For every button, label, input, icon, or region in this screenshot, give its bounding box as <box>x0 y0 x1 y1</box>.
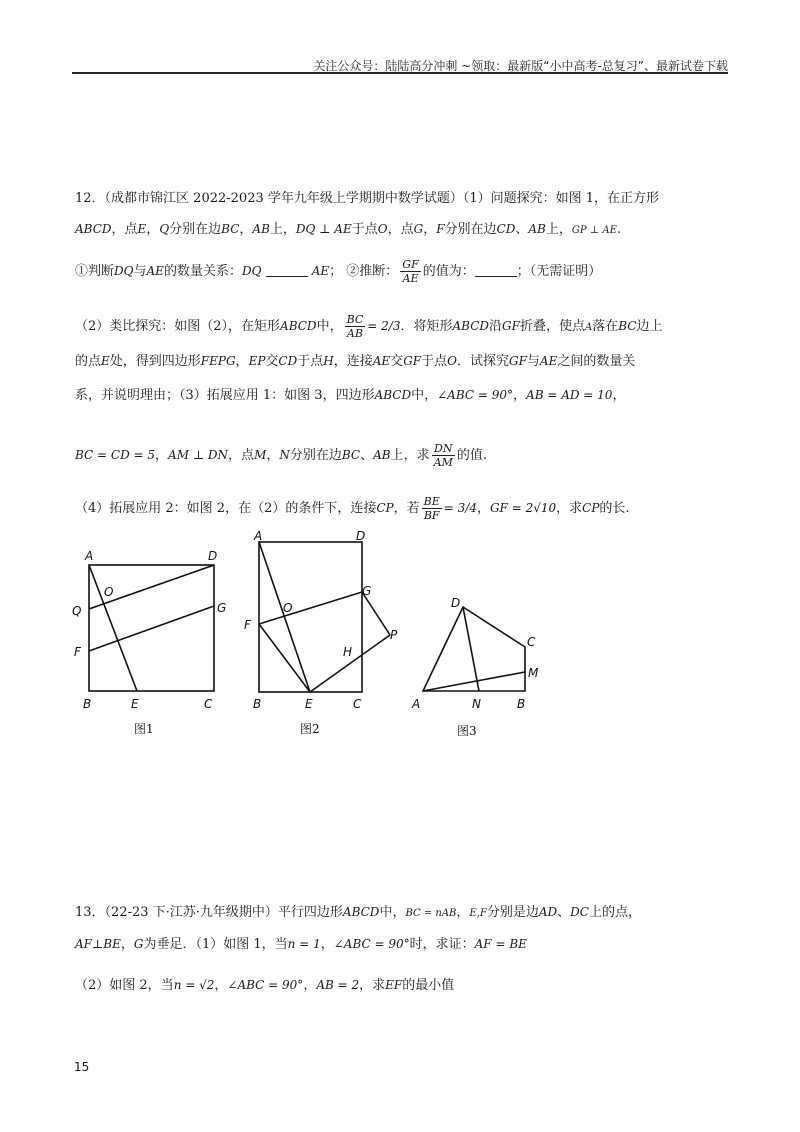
math-n-eq-sqrt2: n = √2 <box>173 978 215 992</box>
problem12-line5 <box>75 352 635 371</box>
problem12-line2 <box>75 220 621 240</box>
text: 与 <box>133 264 147 279</box>
math-ab: AB <box>373 448 391 462</box>
text: 中， <box>411 388 438 403</box>
math-dq-perp-ae: DQ ⊥ AE <box>295 222 352 236</box>
problem13-line1 <box>75 903 641 923</box>
label-o: O <box>283 601 293 615</box>
math-q: Q <box>159 222 170 236</box>
text: ， <box>320 937 334 952</box>
segment-dn <box>463 607 479 691</box>
problem12-line7 <box>75 442 487 469</box>
segment-ep <box>310 635 390 692</box>
label-m: M <box>528 666 539 680</box>
text: 为垂足．（1）如图 1，当 <box>143 937 288 952</box>
segment-am <box>423 672 525 691</box>
math-fepg: FEPG <box>200 354 236 368</box>
label-e: E <box>131 697 139 711</box>
text: ， <box>214 978 228 993</box>
math-ab: AB <box>528 222 546 236</box>
text: 分别在边 <box>289 448 342 463</box>
math-ratio: = 3/4 <box>443 501 477 515</box>
math-angle-abc: ∠ABC = 90° <box>333 937 410 951</box>
frac-den: AM <box>433 456 453 469</box>
text: 于点 <box>421 354 448 369</box>
label-g: G <box>362 584 372 598</box>
text: 的最小值 <box>402 978 455 993</box>
rectangle-abcd <box>259 542 362 692</box>
text: 的点 <box>75 354 102 369</box>
problem13-line2 <box>75 935 527 954</box>
math-abcd: ABCD <box>452 319 490 333</box>
text: 沿 <box>489 319 503 334</box>
text: 的数量关系： <box>163 264 242 279</box>
text: ， <box>266 448 280 463</box>
math-h: H <box>323 354 334 368</box>
problem12-line1 <box>75 190 659 208</box>
math-abcd: ABCD <box>374 388 412 402</box>
math-abcd: ABCD <box>280 319 317 333</box>
text: （4）拓展应用 2：如图 2，在（2）的条件下，连接 <box>75 501 377 516</box>
text: ．将矩形 <box>400 319 453 334</box>
math-gf: GF <box>508 354 527 368</box>
text: ， <box>513 388 527 403</box>
text: ，求 <box>359 978 386 993</box>
text: 上，求 <box>390 448 430 463</box>
text: 上的点， <box>588 905 641 920</box>
label-a: A <box>412 697 421 711</box>
segment-ae <box>259 542 310 692</box>
header-rule <box>72 72 728 74</box>
text: 时，求证： <box>409 937 475 952</box>
math-o: O <box>447 354 457 368</box>
text: 交 <box>390 354 404 369</box>
math-gf: GF <box>502 319 520 333</box>
text: ．试探究 <box>456 354 509 369</box>
text: 边上 <box>636 319 663 334</box>
label-b: B <box>83 697 92 711</box>
math-cd: CD <box>278 354 298 368</box>
math-abcd: ABCD <box>75 222 112 236</box>
label-a: A <box>254 529 263 543</box>
caption-fig1: 图1 <box>134 722 154 736</box>
math-gf-value: GF = 2√10 <box>489 501 557 515</box>
math-angle-abc: ∠ABC = 90° <box>437 388 514 402</box>
text: 上， <box>545 222 572 237</box>
math-ae: AE <box>539 354 558 368</box>
text: 系，并说明理由；（3）拓展应用 1：如图 3，四边形 <box>75 388 375 403</box>
math-g: G <box>413 222 424 236</box>
math-cd: CD <box>496 222 516 236</box>
problem12-line4 <box>75 313 662 340</box>
quadrilateral-abcd <box>423 607 525 691</box>
caption-fig2: 图2 <box>300 722 320 736</box>
math-ratio: = 2/3 <box>367 319 401 333</box>
math-gf: GF <box>403 354 422 368</box>
page-number: 15 <box>74 1060 90 1074</box>
math-f: F <box>436 222 445 236</box>
math-ae: AE <box>311 264 330 278</box>
text: ， <box>239 222 253 237</box>
math-am-perp-dn: AM ⊥ DN <box>168 448 229 462</box>
text: . <box>616 222 622 237</box>
fraction-be-bf <box>422 495 442 522</box>
segment-fg <box>259 592 362 624</box>
math-bc: BC <box>618 319 637 333</box>
label-p: P <box>390 628 398 642</box>
text: 中， <box>316 319 343 334</box>
caption-fig3: 图3 <box>457 724 477 738</box>
math-ab-eq-2: AB = 2 <box>316 978 360 992</box>
text: 分别在边 <box>444 222 497 237</box>
text: ， <box>423 222 437 237</box>
text: 之间的数量关 <box>557 354 636 369</box>
math-bc: BC <box>221 222 240 236</box>
text: ， <box>303 978 317 993</box>
label-e: E <box>305 697 313 711</box>
text: ，点 <box>387 222 414 237</box>
label-a: A <box>85 549 94 563</box>
math-cp: CP <box>582 501 600 515</box>
text: ，若 <box>393 501 420 516</box>
text: 、 <box>360 448 374 463</box>
text: ，点 <box>111 222 138 237</box>
frac-num: GF <box>402 258 419 271</box>
label-c: C <box>527 635 536 649</box>
math-af-perp-be: AF⊥BE <box>75 937 121 951</box>
text: ，求 <box>556 501 583 516</box>
math-n-eq-1: n = 1 <box>287 937 321 951</box>
text: （2）类比探究：如图（2），在矩形 <box>75 319 281 334</box>
text: 中， <box>379 905 406 920</box>
label-d: D <box>451 596 461 610</box>
math-ef: EF <box>385 978 403 992</box>
math-bc: BC <box>341 448 361 462</box>
text: ①判断 <box>75 264 115 279</box>
segment-ae <box>89 565 137 691</box>
figure-1 <box>70 548 230 748</box>
text: 分别是边 <box>486 905 539 920</box>
segment-gp <box>362 592 390 635</box>
text: ， <box>120 937 134 952</box>
text: （2）如图 2，当 <box>75 978 174 993</box>
math-bc-nab: BC = nAB <box>405 908 457 919</box>
text: ， <box>155 448 169 463</box>
label-h: H <box>343 645 353 659</box>
math-ab-ad: AB = AD = 10 <box>526 388 613 402</box>
math-cp: CP <box>376 501 394 515</box>
label-o: O <box>104 585 114 599</box>
fraction-dn-am <box>432 442 455 469</box>
math-a: A <box>584 322 593 333</box>
frac-num: DN <box>432 442 455 456</box>
text: 交 <box>265 354 279 369</box>
problem12-line3 <box>75 258 601 285</box>
math-e: E <box>137 222 147 236</box>
math-abcd: ABCD <box>342 905 380 919</box>
label-b: B <box>517 697 526 711</box>
label-n: N <box>472 697 481 711</box>
math-e: E <box>101 354 110 368</box>
frac-den: AB <box>346 327 363 340</box>
page-header-text: 关注公众号：陆陆高分冲刺 ~领取：最新版“小中高考-总复习”、最新试卷下载 <box>313 59 728 73</box>
math-ae: AE <box>372 354 391 368</box>
figure-3 <box>405 590 565 750</box>
fraction-bc-ab <box>345 313 366 340</box>
text: 分别在边 <box>169 222 222 237</box>
problem13-intro: 13．（22-23 下·江苏·九年级期中）平行四边形 <box>75 905 343 920</box>
math-g: G <box>133 937 144 951</box>
frac-den: BF <box>423 509 440 522</box>
label-q: Q <box>72 604 82 618</box>
fraction-gf-ae <box>400 258 420 285</box>
label-d: D <box>356 529 366 543</box>
label-f: F <box>244 618 251 632</box>
text: ， <box>476 501 490 516</box>
problem12-line6 <box>75 386 625 405</box>
text: ； ②推断： <box>329 264 399 279</box>
text: 的长. <box>599 501 630 516</box>
text: ；（无需证明） <box>516 264 602 279</box>
label-g: G <box>217 601 227 615</box>
text: 的值. <box>456 448 487 463</box>
math-ae: AE <box>146 264 164 278</box>
segment-fe <box>259 624 310 692</box>
text: ， <box>146 222 160 237</box>
math-angle-abc: ∠ABC = 90° <box>227 978 304 992</box>
math-ad: AD <box>538 905 558 919</box>
math-gp-perp-ae: GP ⊥ AE <box>571 225 617 236</box>
problem12-intro: 12．（成都市锦江区 2022-2023 学年九年级上学期期中数学试题）（1）问题探究：如图 1，在正方形 <box>75 191 660 206</box>
math-n: N <box>279 448 290 462</box>
label-b: B <box>253 697 262 711</box>
text: 、 <box>515 222 529 237</box>
text: 与 <box>526 354 540 369</box>
math-dq: DQ <box>241 264 262 278</box>
label-d: D <box>208 549 218 563</box>
label-f: F <box>74 645 81 659</box>
math-bc-cd: BC = CD = 5 <box>75 448 156 462</box>
text: 上， <box>269 222 296 237</box>
text: 处，得到四边形 <box>109 354 201 369</box>
text: ， <box>456 905 470 920</box>
answer-blank-1 <box>266 266 308 277</box>
frac-den: AE <box>402 272 419 285</box>
frac-num: BC <box>346 313 364 326</box>
math-dq: DQ <box>114 264 134 278</box>
math-af-eq-be: AF = BE <box>474 937 527 951</box>
math-m: M <box>254 448 267 462</box>
math-o: O <box>377 222 388 236</box>
label-c: C <box>204 697 213 711</box>
text: ，点 <box>228 448 255 463</box>
text: 的值为： <box>422 264 475 279</box>
text: 于点 <box>297 354 324 369</box>
text: ， <box>235 354 249 369</box>
text: 、 <box>557 905 571 920</box>
math-ep: EP <box>248 354 266 368</box>
math-ab: AB <box>252 222 270 236</box>
text: ，连接 <box>333 354 373 369</box>
math-dc: DC <box>570 905 589 919</box>
text: 落在 <box>592 319 619 334</box>
problem12-line8 <box>75 495 630 522</box>
math-ef: E,F <box>469 908 487 919</box>
answer-blank-2 <box>475 266 517 277</box>
problem13-line3 <box>75 976 454 995</box>
figure-2 <box>240 525 410 745</box>
frac-num: BE <box>423 495 440 508</box>
text: ， <box>612 388 626 403</box>
label-c: C <box>353 697 362 711</box>
text: 于点 <box>351 222 378 237</box>
text: 折叠，使点 <box>519 319 585 334</box>
